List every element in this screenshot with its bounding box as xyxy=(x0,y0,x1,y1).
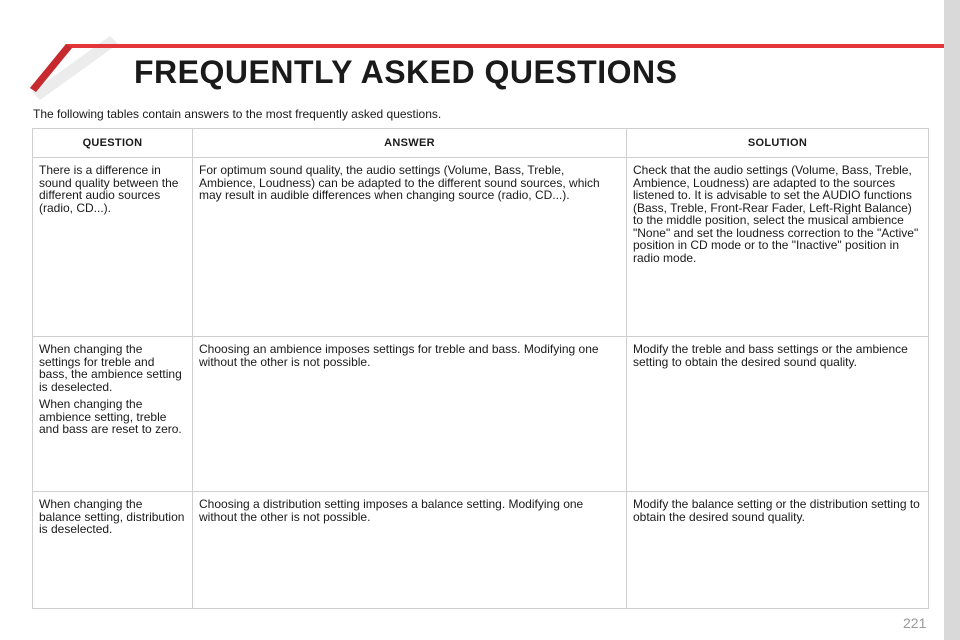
question-text: When changing the balance setting, distribution is deselected. xyxy=(39,497,185,536)
solution-text: Modify the balance setting or the distribution setting to obtain the desired sound quality. xyxy=(633,497,920,524)
question-text: When changing the ambience setting, treble and bass are reset to zero. xyxy=(39,397,182,436)
column-header-answer: ANSWER xyxy=(193,129,627,158)
solution-cell xyxy=(627,158,929,337)
table-row xyxy=(33,492,929,609)
page-edge-tab xyxy=(944,0,960,640)
answer-cell xyxy=(193,337,627,492)
question-cell xyxy=(33,337,193,492)
solution-cell xyxy=(627,492,929,609)
column-header-solution: SOLUTION xyxy=(627,129,929,158)
table-header-row xyxy=(33,129,929,158)
answer-text: Choosing a distribution setting imposes a balance setting. Modifying one without the other is not possible. xyxy=(199,497,584,524)
column-header-question: QUESTION xyxy=(33,129,193,158)
page-title: FREQUENTLY ASKED QUESTIONS xyxy=(134,54,678,90)
answer-text: For optimum sound quality, the audio settings (Volume, Bass, Treble, Ambience, Loudness) can be adapted to the different sound sources, which may result in audible differences when changing source (radio, CD...). xyxy=(199,163,600,202)
answer-text: Choosing an ambience imposes settings for treble and bass. Modifying one without the other is not possible. xyxy=(199,342,599,369)
question-cell xyxy=(33,158,193,337)
faq-table xyxy=(32,128,929,609)
question-text: When changing the settings for treble and bass, the ambience setting is deselected. xyxy=(39,342,182,394)
intro-text: The following tables contain answers to the most frequently asked questions. xyxy=(33,107,442,121)
solution-cell xyxy=(627,337,929,492)
answer-cell xyxy=(193,492,627,609)
question-cell xyxy=(33,492,193,609)
page-number: 221 xyxy=(903,615,927,631)
table-row xyxy=(33,158,929,337)
solution-text: Modify the treble and bass settings or the ambience setting to obtain the desired sound quality. xyxy=(633,342,908,369)
answer-cell xyxy=(193,158,627,337)
table-row xyxy=(33,337,929,492)
solution-text: Check that the audio settings (Volume, Bass, Treble, Ambience, Loudness) are adapted to the sources listened to. It is advisable to set the AUDIO functions (Bass, Treble, Front-Rear Fader, Left-Right Balance) to the middle position, select the musical ambience "None" and set the loudness correction to the "Active" position in CD mode or to the "Inactive" position in radio mode. xyxy=(633,163,919,265)
question-text: There is a difference in sound quality between the different audio sources (radio, CD...). xyxy=(39,163,179,215)
